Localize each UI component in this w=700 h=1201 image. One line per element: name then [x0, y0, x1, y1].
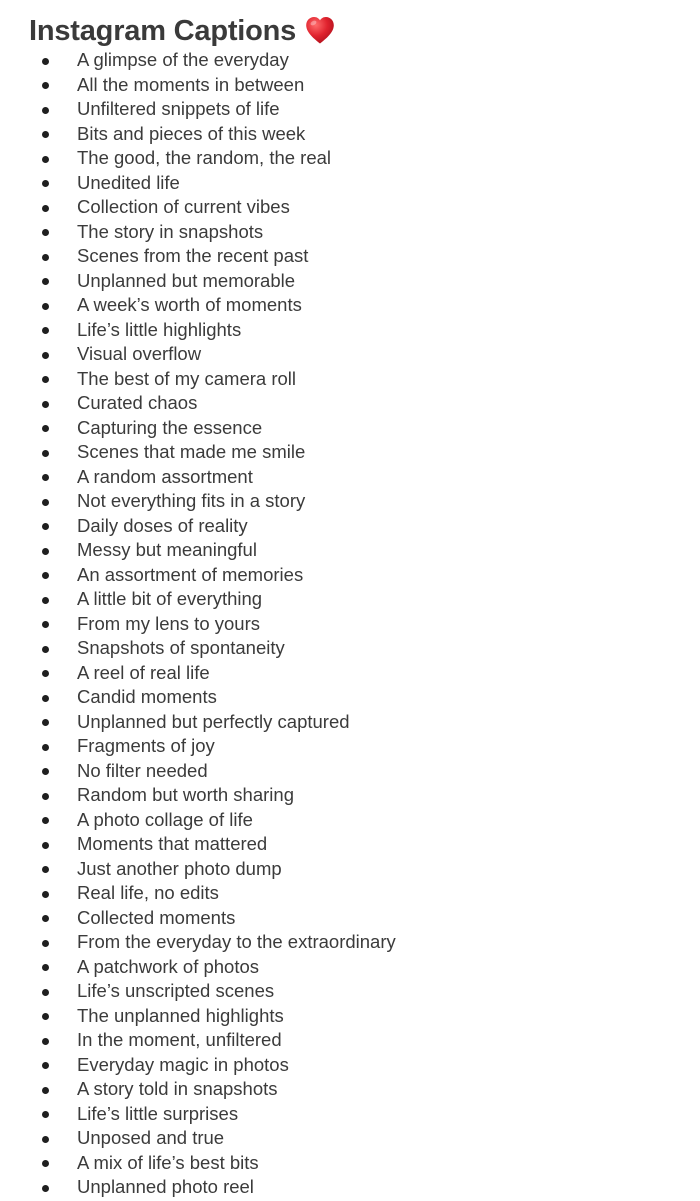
bullet-icon — [42, 156, 49, 163]
caption-text: Messy but meaningful — [77, 539, 257, 560]
bullet-icon — [42, 964, 49, 971]
bullet-icon — [42, 1185, 49, 1192]
caption-text: The story in snapshots — [77, 220, 264, 242]
bullet-icon — [42, 572, 49, 579]
caption-text: Real life, no edits — [77, 882, 219, 903]
caption-text: A photo collage of life — [77, 808, 253, 830]
caption-text: A reel of real life — [77, 661, 210, 683]
caption-text: Capturing the essence — [77, 416, 263, 438]
page-title — [29, 12, 336, 50]
bullet-icon — [42, 303, 49, 310]
bullet-icon — [42, 1160, 49, 1167]
caption-text: The best of my camera roll — [77, 367, 296, 389]
bullet-icon — [42, 866, 49, 873]
bullet-icon — [42, 254, 49, 261]
bullet-icon — [42, 915, 49, 922]
bullet-icon — [42, 940, 49, 947]
caption-text: Unedited life — [77, 171, 180, 193]
bullet-icon — [42, 744, 49, 751]
bullet-icon — [42, 131, 49, 138]
caption-text: Candid moments — [77, 686, 217, 707]
bullet-icon — [42, 548, 49, 555]
caption-text: Unplanned but perfectly captured — [77, 710, 350, 732]
caption-text: Life’s little highlights — [77, 318, 242, 340]
caption-text: Unplanned photo reel — [77, 1176, 254, 1197]
caption-text: A story told in snapshots — [77, 1078, 278, 1099]
bullet-icon — [42, 229, 49, 236]
caption-text: Unplanned but memorable — [77, 269, 296, 291]
caption-text: A week’s worth of moments — [77, 294, 302, 315]
caption-text: A random assortment — [77, 465, 253, 487]
bullet-icon — [42, 1013, 49, 1020]
bullet-icon — [42, 425, 49, 432]
caption-text: In the moment, unfiltered — [77, 1029, 282, 1050]
bullet-icon — [42, 646, 49, 653]
bullet-icon — [42, 793, 49, 800]
caption-text: A little bit of everything — [77, 588, 263, 609]
caption-text: Collection of current vibes — [77, 196, 290, 217]
bullet-icon — [42, 474, 49, 481]
bullet-icon — [42, 376, 49, 383]
caption-text: Curated chaos — [77, 392, 198, 413]
caption-text: Unfiltered snippets of life — [77, 98, 280, 119]
caption-text: Bits and pieces of this week — [77, 122, 306, 144]
bullet-icon — [42, 401, 49, 408]
caption-text: Everyday magic in photos — [77, 1053, 289, 1075]
caption-text: An assortment of memories — [77, 563, 304, 585]
title-text: Instagram Captions — [29, 14, 297, 47]
bullet-icon — [42, 82, 49, 89]
bullet-icon — [42, 1136, 49, 1143]
caption-text: Not everything fits in a story — [77, 490, 306, 511]
bullet-icon — [42, 523, 49, 530]
bullet-icon — [42, 352, 49, 359]
caption-text: Unposed and true — [77, 1127, 225, 1148]
bullet-icon — [42, 1062, 49, 1069]
caption-text: Daily doses of reality — [77, 514, 248, 536]
bullet-icon — [42, 450, 49, 457]
bullet-icon — [42, 817, 49, 824]
caption-text: From the everyday to the extraordinary — [77, 931, 396, 952]
caption-text: All the moments in between — [77, 73, 305, 95]
caption-text: Scenes that made me smile — [77, 441, 306, 462]
bullet-icon — [42, 107, 49, 114]
caption-text: Scenes from the recent past — [77, 245, 309, 266]
caption-text: A glimpse of the everyday — [77, 49, 289, 70]
caption-text: Moments that mattered — [77, 833, 268, 854]
caption-text: Visual overflow — [77, 343, 202, 364]
red-heart-icon — [304, 15, 336, 45]
bullet-icon — [42, 180, 49, 187]
bullet-icon — [42, 499, 49, 506]
caption-text: No filter needed — [77, 759, 208, 781]
bullet-icon — [42, 621, 49, 628]
bullet-icon — [42, 719, 49, 726]
caption-text: A mix of life’s best bits — [77, 1151, 259, 1173]
caption-text: The good, the random, the real — [77, 147, 332, 168]
bullet-icon — [42, 1111, 49, 1118]
caption-text: Life’s little surprises — [77, 1102, 239, 1124]
caption-text: From my lens to yours — [77, 612, 260, 634]
bullet-icon — [42, 891, 49, 898]
bullet-icon — [42, 597, 49, 604]
caption-text: The unplanned highlights — [77, 1004, 284, 1026]
caption-text: Just another photo dump — [77, 857, 282, 879]
bullet-icon — [42, 695, 49, 702]
caption-text: Fragments of joy — [77, 735, 215, 756]
bullet-icon — [42, 1038, 49, 1045]
caption-text: Collected moments — [77, 906, 236, 928]
bullet-icon — [42, 670, 49, 677]
bullet-icon — [42, 989, 49, 996]
bullet-icon — [42, 278, 49, 285]
bullet-icon — [42, 205, 49, 212]
bullet-icon — [42, 1087, 49, 1094]
caption-text: Life’s unscripted scenes — [77, 980, 275, 1001]
bullet-icon — [42, 327, 49, 334]
caption-text: Snapshots of spontaneity — [77, 637, 285, 658]
bullet-icon — [42, 842, 49, 849]
caption-text: Random but worth sharing — [77, 784, 294, 805]
bullet-icon — [42, 58, 49, 65]
caption-text: A patchwork of photos — [77, 955, 260, 977]
bullet-icon — [42, 768, 49, 775]
